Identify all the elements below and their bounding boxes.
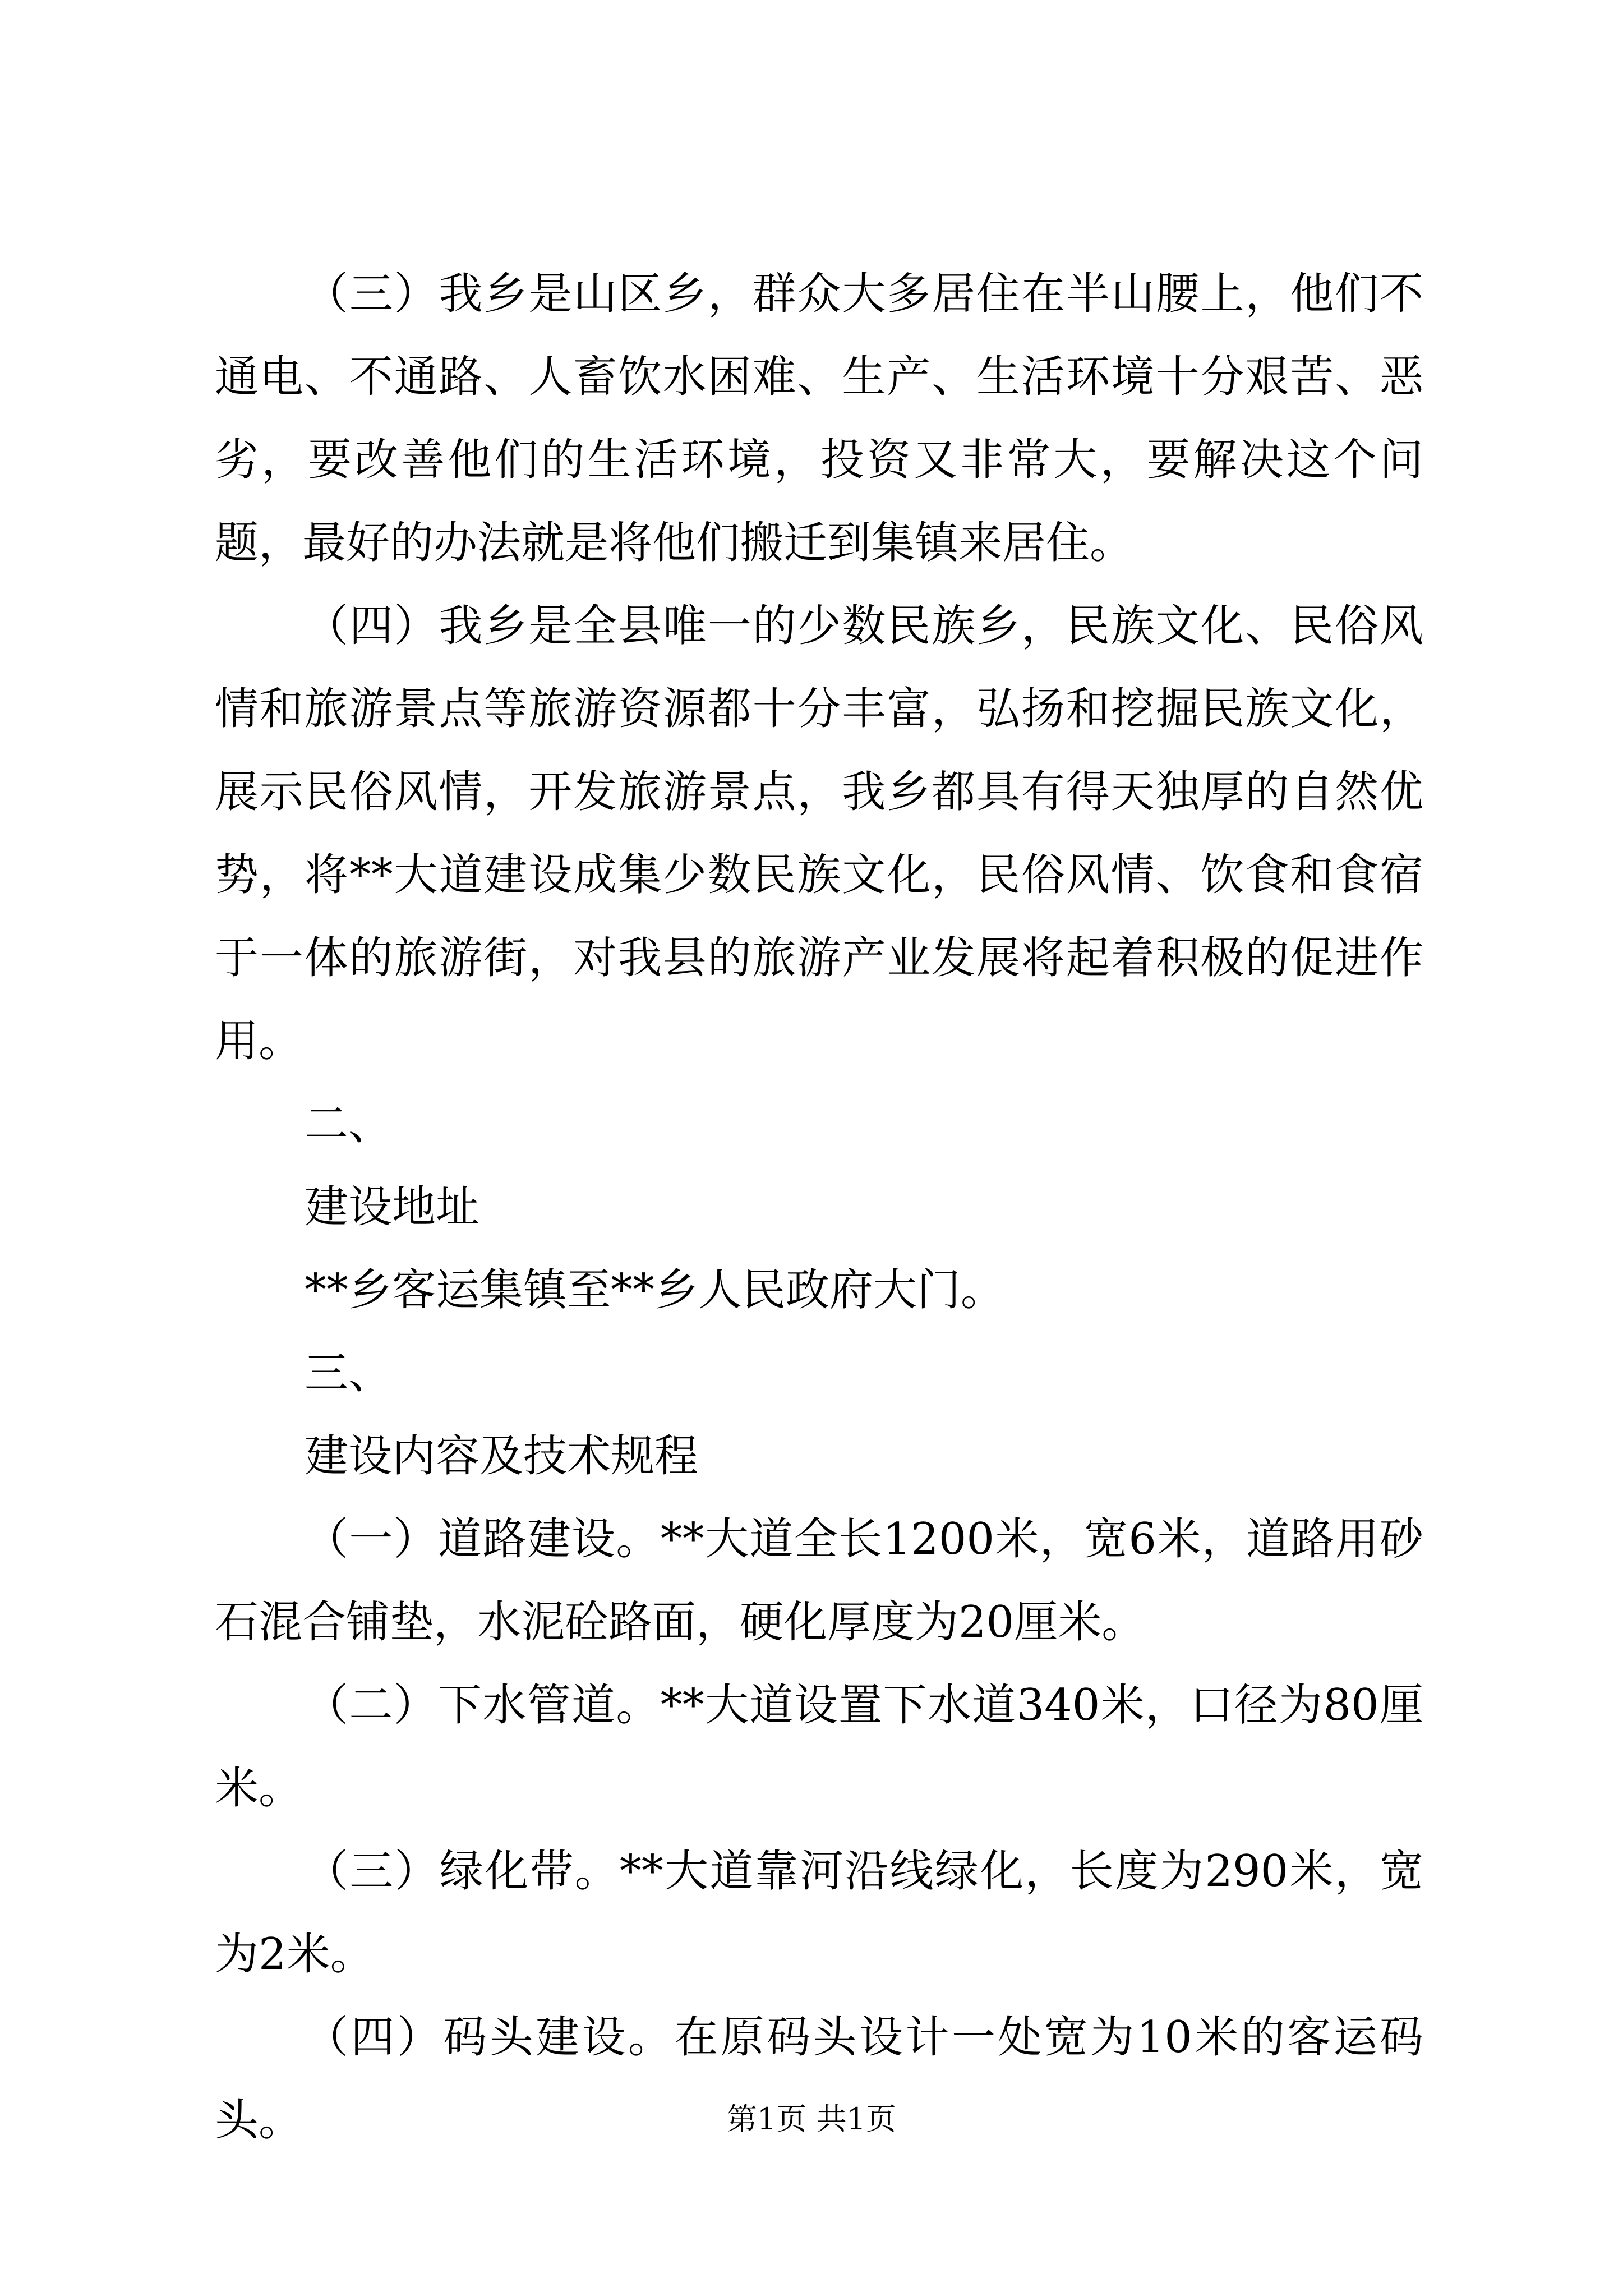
item-wharf-construction: （四）码头建设。在原码头设计一处宽为10米的客运码头。	[215, 2012, 1423, 2146]
section-title-content: 建设内容及技术规程	[305, 1431, 699, 1481]
document-body	[215, 252, 1423, 2162]
section-title-address: 建设地址	[305, 1182, 480, 1232]
page-footer: 第1页 共1页	[727, 2101, 896, 2137]
address-text: **乡客运集镇至**乡人民政府大门。	[305, 1265, 1005, 1315]
section-number-two: 二、	[305, 1099, 393, 1149]
paragraph-4-ethnic-tourism: （四）我乡是全县唯一的少数民族乡，民族文化、民俗风情和旅游景点等旅游资源都十分丰富，弘扬和挖掘民族文化，展示民俗风情，开发旅游景点，我乡都具有得天独厚的自然优势，将**大道建设成集少数民族文化，民俗风情、饮食和食宿于一体的旅游街，对我县的旅游产业发展将起着积极的促进作用。	[215, 601, 1423, 1066]
item-drainage-pipe: （二）下水管道。**大道设置下水道340米，口径为80厘米。	[215, 1680, 1423, 1814]
section-number-three: 三、	[305, 1348, 393, 1398]
item-green-belt: （三）绿化带。**大道靠河沿线绿化，长度为290米，宽为2米。	[215, 1846, 1423, 1980]
paragraph-3-residents: （三）我乡是山区乡，群众大多居住在半山腰上，他们不通电、不通路、人畜饮水困难、生产、生活环境十分艰苦、恶劣，要改善他们的生活环境，投资又非常大，要解决这个问题，最好的办法就是将他们搬迁到集镇来居住。	[215, 269, 1423, 568]
item-road-construction: （一）道路建设。**大道全长1200米，宽6米，道路用砂石混合铺垫，水泥砼路面，硬化厚度为20厘米。	[215, 1514, 1423, 1648]
